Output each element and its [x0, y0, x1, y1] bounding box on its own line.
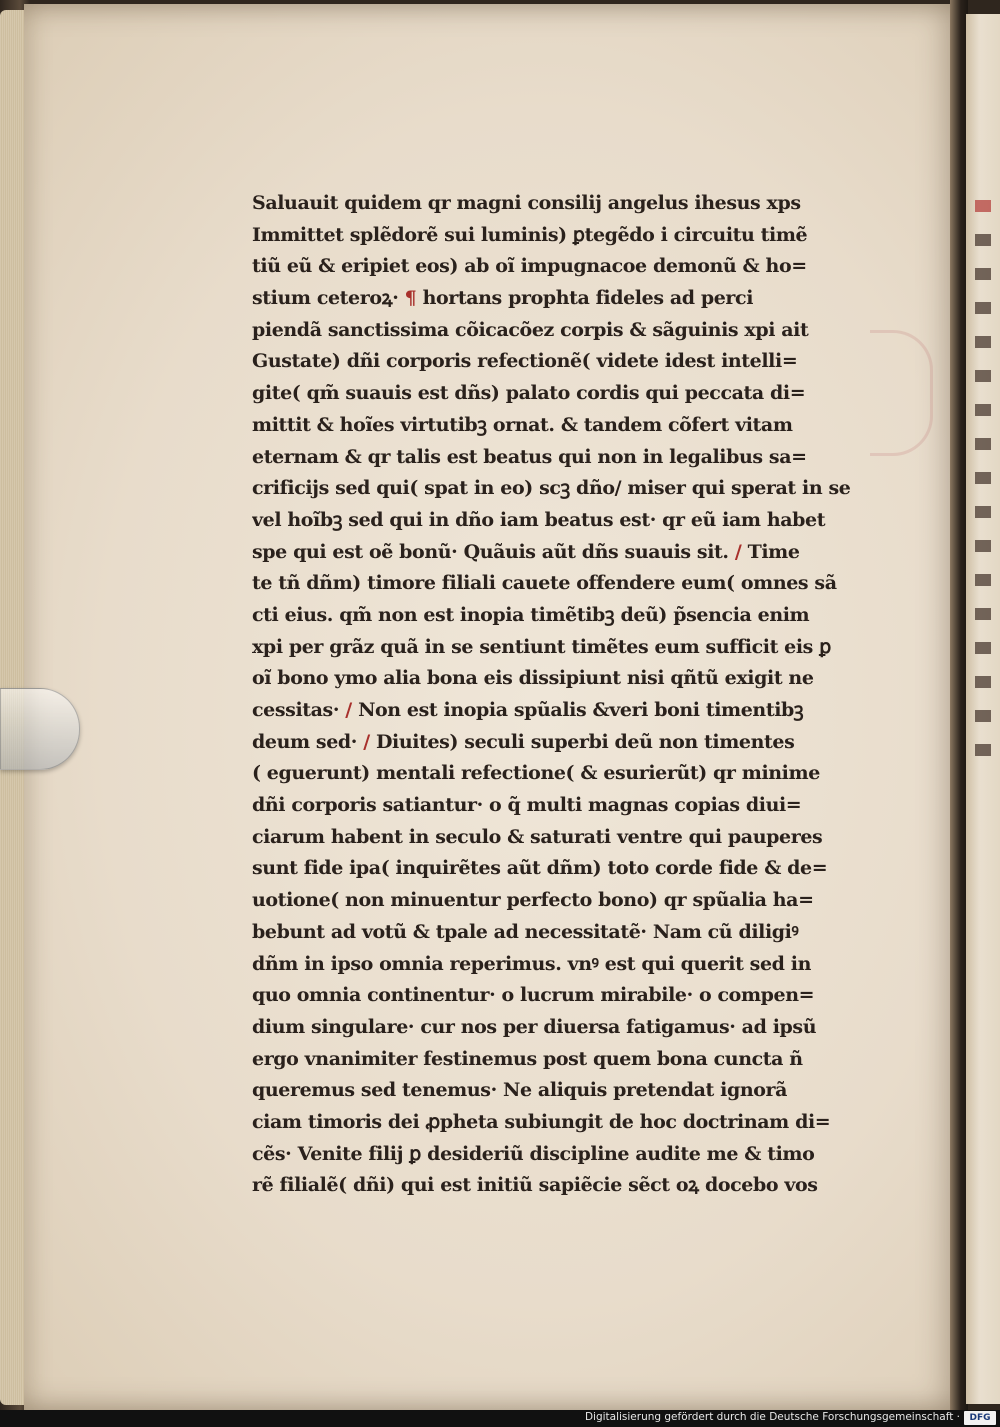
- text-line: [252, 1107, 852, 1139]
- text-line: [252, 1012, 852, 1044]
- line-text: Saluauit quidem qr magni consilij angelus ihesus xps: [252, 192, 801, 214]
- text-line: [252, 949, 852, 981]
- line-text: ciam timoris dei ꝓpheta subiungit de hoc doctrinam di=: [252, 1110, 831, 1133]
- line-text-continued: hortans prophta fideles ad perci: [422, 287, 754, 310]
- text-line: [252, 473, 852, 505]
- line-text: tiũ eũ & eripiet eos) ab oĩ impugnacoe demonũ & ho=: [252, 255, 807, 278]
- text-line: [252, 505, 852, 537]
- line-text: cessitas·: [252, 699, 340, 721]
- rubrication-mark: /: [339, 699, 359, 721]
- line-text: cẽs·: [252, 1142, 292, 1165]
- line-text: eternam & qr talis est beatus qui non in legalibus sa=: [252, 445, 807, 468]
- text-line: [252, 537, 852, 569]
- text-line: [252, 315, 852, 347]
- line-text: stium ceteroꝝ·: [252, 287, 399, 310]
- line-text: piendã sanctissima cõicacõez corpis & sãguinis xpi ait: [252, 318, 809, 341]
- glass-page-clip: [0, 688, 80, 770]
- line-text: te tñ dñm) timore filiali cauete offendere eum( omnes sã: [252, 572, 837, 595]
- text-line: [252, 1075, 852, 1107]
- text-line: [252, 1044, 852, 1076]
- line-text: mittit & hoĩes virtutibꝫ ornat. & tandem cõfert vitam: [252, 413, 793, 436]
- line-text: ( eguerunt) mentali refectione( & esurierũt) qr minime: [252, 762, 820, 785]
- line-text: oĩ bono ymo alia bona eis dissipiunt nisi qñtũ exigit ne: [252, 667, 814, 690]
- text-line: [252, 980, 852, 1012]
- line-text: spe qui est oẽ bonũ· Quãuis aũt dñs suauis sit.: [252, 540, 729, 563]
- text-line: [252, 251, 852, 283]
- text-line: [252, 885, 852, 917]
- text-line: [252, 1170, 852, 1202]
- text-line: [252, 663, 852, 695]
- footer-credit: Digitalisierung gefördert durch die Deutsche Forschungsgemeinschaft ·: [584, 1411, 960, 1423]
- line-text-continued: Time: [747, 540, 800, 563]
- line-text: gite( qm̃ suauis est dñs) palato cordis qui peccata di=: [252, 382, 806, 405]
- text-line: [252, 632, 852, 664]
- line-text: vel hoĩbꝫ sed qui in dño iam beatus est· qr eũ iam habet: [252, 508, 826, 531]
- line-text: quo omnia continentur· o lucrum mirabile· o compen=: [252, 984, 815, 1007]
- line-text: uotione( non minuentur perfecto bono) qr spũalia ha=: [252, 889, 814, 912]
- text-line: [252, 346, 852, 378]
- line-text: queremus sed tenemus·: [252, 1079, 497, 1102]
- line-text: Gustate) dñi corporis refectionẽ( videte idest intelli=: [252, 350, 798, 373]
- footer-bar: [0, 1410, 1000, 1427]
- text-line: [252, 220, 852, 252]
- dfg-logo: DFG: [964, 1411, 996, 1425]
- line-text: sunt fide ipa( inquirẽtes aũt dñm) toto corde fide & de=: [252, 857, 828, 880]
- text-line: [252, 1139, 852, 1171]
- line-text-continued: Non est inopia spũalis &veri boni timentibꝫ: [358, 699, 804, 721]
- rubrication-mark: /: [357, 730, 376, 753]
- line-text: ergo vnanimiter festinemus post quem bona cuncta ñ: [252, 1047, 803, 1070]
- line-text: deum sed·: [252, 730, 357, 753]
- text-line: [252, 790, 852, 822]
- text-line: [252, 283, 852, 315]
- text-line: [252, 442, 852, 474]
- line-text: Immittet splẽdorẽ sui luminis) ꝑtegẽdo i circuitu timẽ: [252, 223, 808, 246]
- text-line: [252, 727, 852, 759]
- text-line: [252, 822, 852, 854]
- line-text-continued: Venite filij ꝑ desideriũ discipline audite me & timo: [297, 1142, 815, 1165]
- line-text: ciarum habent in seculo & saturati ventre qui pauperes: [252, 825, 823, 848]
- bleed-through-mark: [870, 330, 933, 456]
- line-text: dñm in ipso omnia reperimus. vnꝰ est qui querit sed in: [252, 952, 811, 975]
- line-text: bebunt ad votũ & tpale ad necessitatẽ·: [252, 920, 647, 943]
- text-line: [252, 695, 852, 727]
- line-text: xpi per grãz quã in se sentiunt timẽtes eum sufficit eis ꝑ: [252, 635, 831, 658]
- line-text: rẽ filialẽ( dñi) qui est initiũ sapiẽcie sẽct oꝝ docebo vos: [252, 1174, 818, 1197]
- text-line: [252, 410, 852, 442]
- text-line: [252, 600, 852, 632]
- line-text: crificijs sed qui( spat in eo) scꝫ dño/ miser qui sperat in se: [252, 477, 851, 500]
- text-line: [252, 917, 852, 949]
- text-line: [252, 758, 852, 790]
- facing-page-marks: [975, 200, 997, 800]
- rubrication-mark: ¶: [398, 287, 423, 310]
- line-text-continued: Diuites) seculi superbi deũ non timentes: [375, 730, 795, 753]
- line-text: dñi corporis satiantur· o q̃ multi magnas copias diui=: [252, 794, 802, 817]
- text-line: [252, 568, 852, 600]
- text-block: [252, 188, 852, 1202]
- line-text: dium singulare· cur nos per diuersa fatigamus· ad ipsũ: [252, 1015, 817, 1038]
- line-text-continued: Ne aliquis pretendat ignorã: [503, 1079, 788, 1102]
- line-text-continued: Nam cũ diligiꝰ: [652, 920, 799, 943]
- text-line: [252, 378, 852, 410]
- text-line: [252, 188, 852, 220]
- rubrication-mark: /: [728, 540, 748, 563]
- text-line: [252, 853, 852, 885]
- line-text: cti eius. qm̃ non est inopia timẽtibꝫ deũ) p̃sencia enim: [252, 603, 810, 626]
